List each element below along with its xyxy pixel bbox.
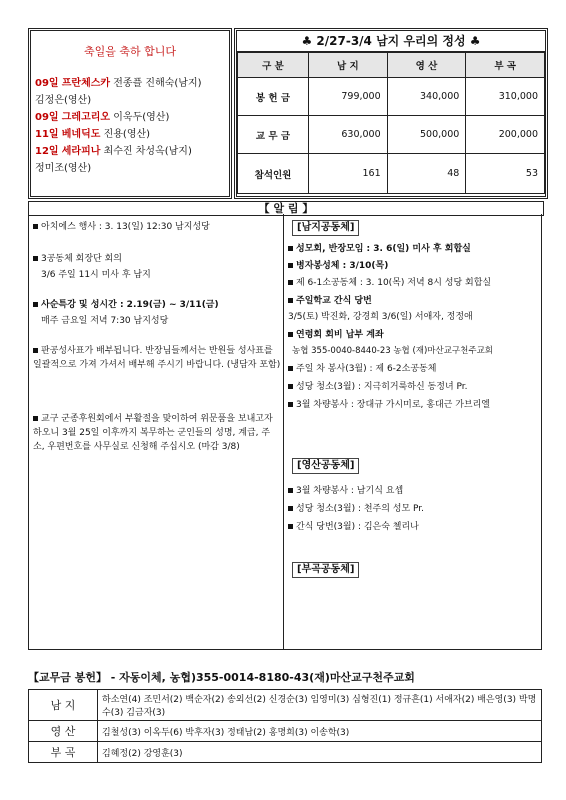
donor-table (28, 689, 542, 763)
notice-right-column (284, 214, 542, 650)
table-row: 부 곡 김혜정(2) 강영훈(3) (29, 742, 542, 763)
notice-item: 간식 당번(3월) : 김은숙 첼리나 (288, 520, 536, 534)
square-bullet-icon (288, 524, 293, 529)
notice-item: 성당 청소(3월) : 지극히거룩하신 동정녀 Pr. (288, 380, 536, 394)
square-bullet-icon (288, 506, 293, 511)
square-bullet-icon (288, 280, 293, 285)
notice-item: 주일 차 봉사(3월) : 제 6-2소공동체 (288, 362, 536, 376)
community-heading: [영산공동체] (292, 458, 359, 474)
birthday-box (28, 28, 232, 199)
community-heading: [부곡공동체] (292, 562, 359, 578)
square-bullet-icon (33, 302, 38, 307)
table-header-row: 구 분 남 지 영 산 부 곡 (238, 53, 545, 78)
square-bullet-icon (33, 416, 38, 421)
table-row: 영 산 김철성(3) 이옥두(6) 박후자(3) 정태남(2) 홍명희(3) 이송학(3) (29, 721, 542, 742)
notice-item: 성당 청소(3월) : 천주의 성모 Pr. (288, 502, 536, 516)
square-bullet-icon (288, 332, 293, 337)
square-bullet-icon (288, 384, 293, 389)
notice-item: 3월 차량봉사 : 장대규 가시미로, 홍대근 가브리엘 (288, 398, 536, 412)
notice-item: 연령회 회비 납부 계좌 (288, 328, 536, 342)
club-icon: ♣ (301, 34, 313, 48)
tithe-account-line: 【교무금 봉헌】 - 자동이체, 농협)355-0014-8180-43(재)마산교구천주교회 (28, 671, 415, 684)
square-bullet-icon (288, 366, 293, 371)
club-icon: ♣ (469, 34, 481, 48)
square-bullet-icon (33, 348, 38, 353)
notice-item: 판공성사표가 배부됩니다. 반장님들께서는 반원들 성사표를 일괄적으로 가져 가셔서 배부해 주시기 바랍니다. (냉담자 포함) (33, 346, 281, 370)
notice-item: 아치에스 행사 : 3. 13(일) 12:30 남지성당 (33, 220, 281, 234)
notice-item: 사순특강 및 성시간 : 2.19(금) ~ 3/11(금) (33, 298, 281, 312)
notice-detail: 매주 금요일 저녁 7:30 남지성당 (41, 316, 169, 326)
notice-detail: 3/6 주일 11시 미사 후 남지 (41, 270, 151, 280)
community-heading: [남지공동체] (292, 220, 359, 236)
notice-item: 병자봉성체 : 3/10(목) (288, 259, 536, 273)
square-bullet-icon (288, 246, 293, 251)
notice-item: 제 6-1소공동체 : 3. 10(목) 저녁 8시 성당 회합실 (288, 276, 536, 290)
square-bullet-icon (288, 488, 293, 493)
offering-title: ♣ 2/27-3/4 남지 우리의 정성 ♣ (237, 31, 545, 52)
square-bullet-icon (288, 402, 293, 407)
table-row: 봉 헌 금 799,000 340,000 310,000 (238, 78, 545, 116)
birthday-line: 09일 프란체스카 전종플 진해숙(남지) (35, 78, 202, 89)
table-row: 남 지 하소연(4) 조민서(2) 백순자(2) 송외선(2) 신경순(3) 임영미(3) 심형진(1) 정규흔(1) 서애자(2) 배은영(3) 박명수(3) 김금자(3) (29, 690, 542, 721)
notice-item: 성모회, 반장모임 : 3. 6(일) 미사 후 회합실 (288, 242, 536, 256)
notice-detail: 농협 355-0040-8440-23 농협 (재)마산교구천주교회 (292, 346, 493, 356)
table-row: 참석인원 161 48 53 (238, 154, 545, 194)
notice-left-column (28, 214, 284, 650)
square-bullet-icon (33, 256, 38, 261)
square-bullet-icon (288, 263, 293, 268)
notice-item: 주일학교 간식 당번 (288, 294, 536, 308)
notice-title: 【 알 림 】 (28, 201, 544, 216)
notice-item: 교구 군종후원회에서 부활절을 맞이하여 위문품을 보내고자하오니 3월 25일 이후까지 복무하는 군인들의 성명, 계급, 주소, 우편번호를 사무실로 신청해 주십시오 (마감 3/8) (33, 414, 273, 452)
square-bullet-icon (288, 298, 293, 303)
notice-item: 3월 차량봉사 : 남기식 요셉 (288, 484, 536, 498)
offering-box (234, 28, 548, 199)
offering-table (237, 52, 545, 194)
notice-detail: 3/5(토) 박진화, 강경희 3/6(일) 서애자, 정정애 (288, 312, 473, 322)
birthday-line: 12일 세라피나 최수진 차성옥(남지) (35, 146, 192, 157)
notice-item: 3공동체 회장단 회의 (33, 252, 281, 266)
birthday-line: 11일 베네딕도 진용(영산) (35, 129, 151, 140)
birthday-line: 09일 그레고리오 이욱두(영산) (35, 112, 170, 123)
square-bullet-icon (33, 224, 38, 229)
birthday-line: 김정은(영산) (35, 95, 92, 106)
birthday-title: 축일을 축하 합니다 (83, 45, 176, 58)
birthday-line: 정미조(영산) (35, 163, 92, 174)
table-row: 교 무 금 630,000 500,000 200,000 (238, 116, 545, 154)
